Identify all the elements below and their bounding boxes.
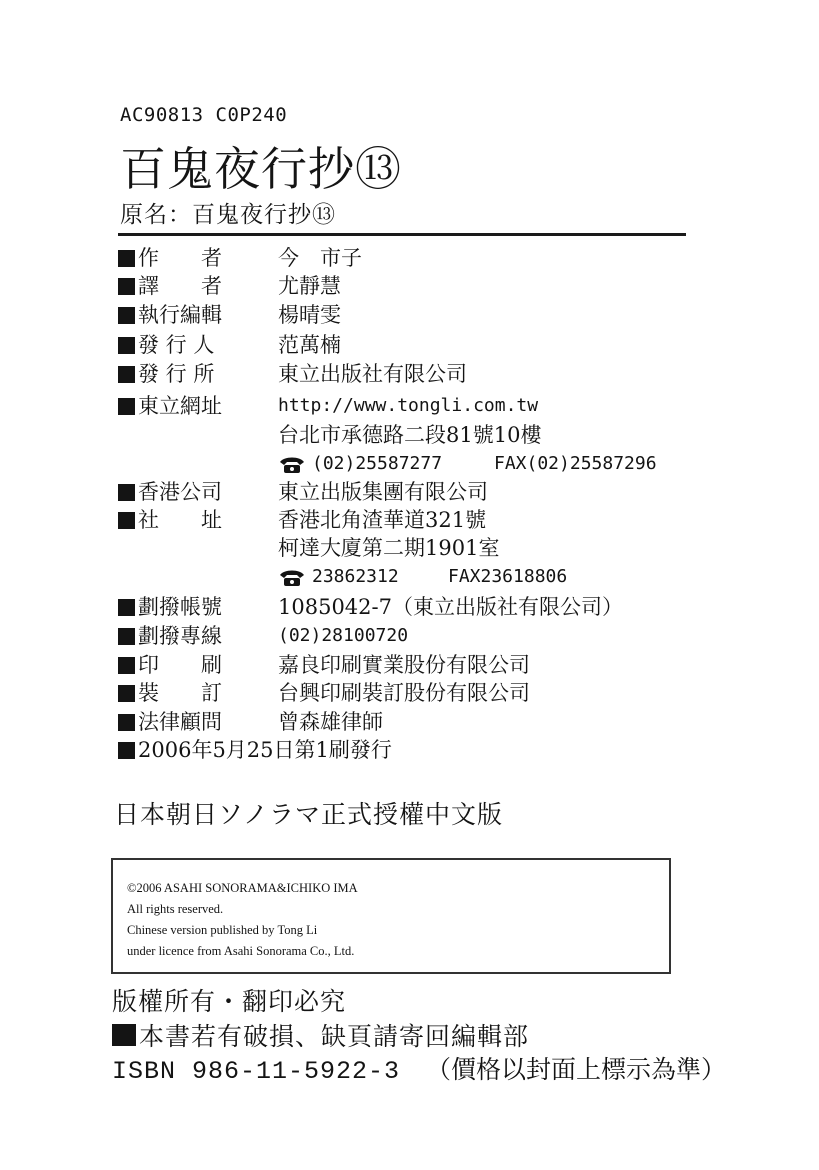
credit-label-text: 社 址 <box>138 508 222 532</box>
credit-label <box>118 679 250 707</box>
phone-number: (02)25587277 <box>312 453 443 474</box>
credit-label <box>118 272 250 300</box>
title-divider <box>118 233 686 236</box>
credit-value: 台北市承德路二段81號10樓 <box>278 423 542 447</box>
credit-label <box>118 651 250 679</box>
credit-value: 嘉良印刷實業股份有限公司 <box>278 653 530 677</box>
square-bullet <box>118 307 135 324</box>
phone-icon <box>278 455 306 473</box>
square-bullet <box>118 366 135 383</box>
original-title: 原名：百鬼夜行抄⑬ <box>120 202 336 228</box>
credit-label <box>118 392 250 420</box>
credit-label-text: 香港公司 <box>138 480 222 504</box>
credit-value: 今 市子 <box>278 246 362 270</box>
phone-icon <box>278 568 306 586</box>
square-bullet <box>118 685 135 702</box>
square-bullet <box>118 599 135 616</box>
square-bullet <box>118 628 135 645</box>
credit-label <box>118 301 250 329</box>
book-title: 百鬼夜行抄⑬ <box>120 142 402 196</box>
square-bullet <box>118 742 135 759</box>
damage-notice <box>112 1017 529 1053</box>
credit-value: 東立出版集團有限公司 <box>278 480 488 504</box>
authorization-notice: 日本朝日ソノラマ正式授權中文版 <box>114 800 504 829</box>
square-bullet <box>118 337 135 354</box>
square-bullet <box>118 398 135 415</box>
copyright-line: under licence from Asahi Sonorama Co., Ltd. <box>127 944 355 958</box>
credit-label <box>118 360 214 388</box>
phone-line <box>278 450 442 478</box>
catalog-code: AC90813 C0P240 <box>120 104 288 126</box>
isbn-line <box>112 1050 726 1086</box>
copyright-line: All rights reserved. <box>127 902 224 916</box>
credit-label <box>118 708 250 736</box>
square-bullet <box>118 714 135 731</box>
copyright-line: Chinese version published by Tong Li <box>127 923 318 937</box>
credit-value: 曾森雄律師 <box>278 710 383 734</box>
credit-label-text: 東立網址 <box>138 394 222 418</box>
credit-value: 楊晴雯 <box>278 303 341 327</box>
credit-label-text: 發 行 所 <box>138 362 215 386</box>
square-bullet <box>118 484 135 501</box>
fax-number: FAX23618806 <box>448 566 568 587</box>
phone-line <box>278 563 399 591</box>
credit-value: 台興印刷裝訂股份有限公司 <box>278 681 530 705</box>
credit-value: (02)28100720 <box>278 625 409 646</box>
credit-value: 1085042-7（東立出版社有限公司） <box>278 595 623 619</box>
credit-label-text: 裝 訂 <box>138 681 222 705</box>
credit-label-text: 作 者 <box>138 246 222 270</box>
credit-value: 柯達大廈第二期1901室 <box>278 536 500 560</box>
credit-label-text: 法律顧問 <box>138 710 222 734</box>
square-bullet <box>112 1024 136 1046</box>
square-bullet <box>118 512 135 529</box>
credit-label-text: 發 行 人 <box>138 333 215 357</box>
credit-label <box>118 622 250 650</box>
copyright-line: ©2006 ASAHI SONORAMA&ICHIKO IMA <box>127 881 358 895</box>
credit-label-text: 劃撥專線 <box>138 624 222 648</box>
credit-label <box>118 506 250 534</box>
credit-label <box>118 244 250 272</box>
credit-label-text: 劃撥帳號 <box>138 595 222 619</box>
credit-value: http://www.tongli.com.tw <box>278 395 539 416</box>
credit-label <box>118 331 214 359</box>
credit-label <box>118 736 392 764</box>
square-bullet <box>118 250 135 267</box>
square-bullet <box>118 278 135 295</box>
credit-value: 范萬楠 <box>278 333 341 357</box>
credit-label-text: 印 刷 <box>138 653 222 677</box>
credit-label <box>118 478 250 506</box>
credit-label-text: 2006年5月25日第1刷發行 <box>138 738 392 762</box>
credit-label-text: 譯 者 <box>138 274 222 298</box>
isbn-number: ISBN 986-11-5922-3 <box>112 1057 401 1086</box>
rights-notice: 版權所有・翻印必究 <box>112 987 347 1016</box>
credit-value: 東立出版社有限公司 <box>278 362 467 386</box>
price-note: （價格以封面上標示為準） <box>426 1055 727 1084</box>
credit-label-text: 執行編輯 <box>138 303 222 327</box>
credit-value: 尤靜慧 <box>278 274 341 298</box>
phone-number: 23862312 <box>312 566 399 587</box>
damage-text: 本書若有破損、缺頁請寄回編輯部 <box>139 1022 530 1051</box>
copyright-box <box>111 858 671 974</box>
fax-number: FAX(02)25587296 <box>494 453 657 474</box>
credit-label <box>118 593 250 621</box>
square-bullet <box>118 657 135 674</box>
credit-value: 香港北角渣華道321號 <box>278 508 487 532</box>
